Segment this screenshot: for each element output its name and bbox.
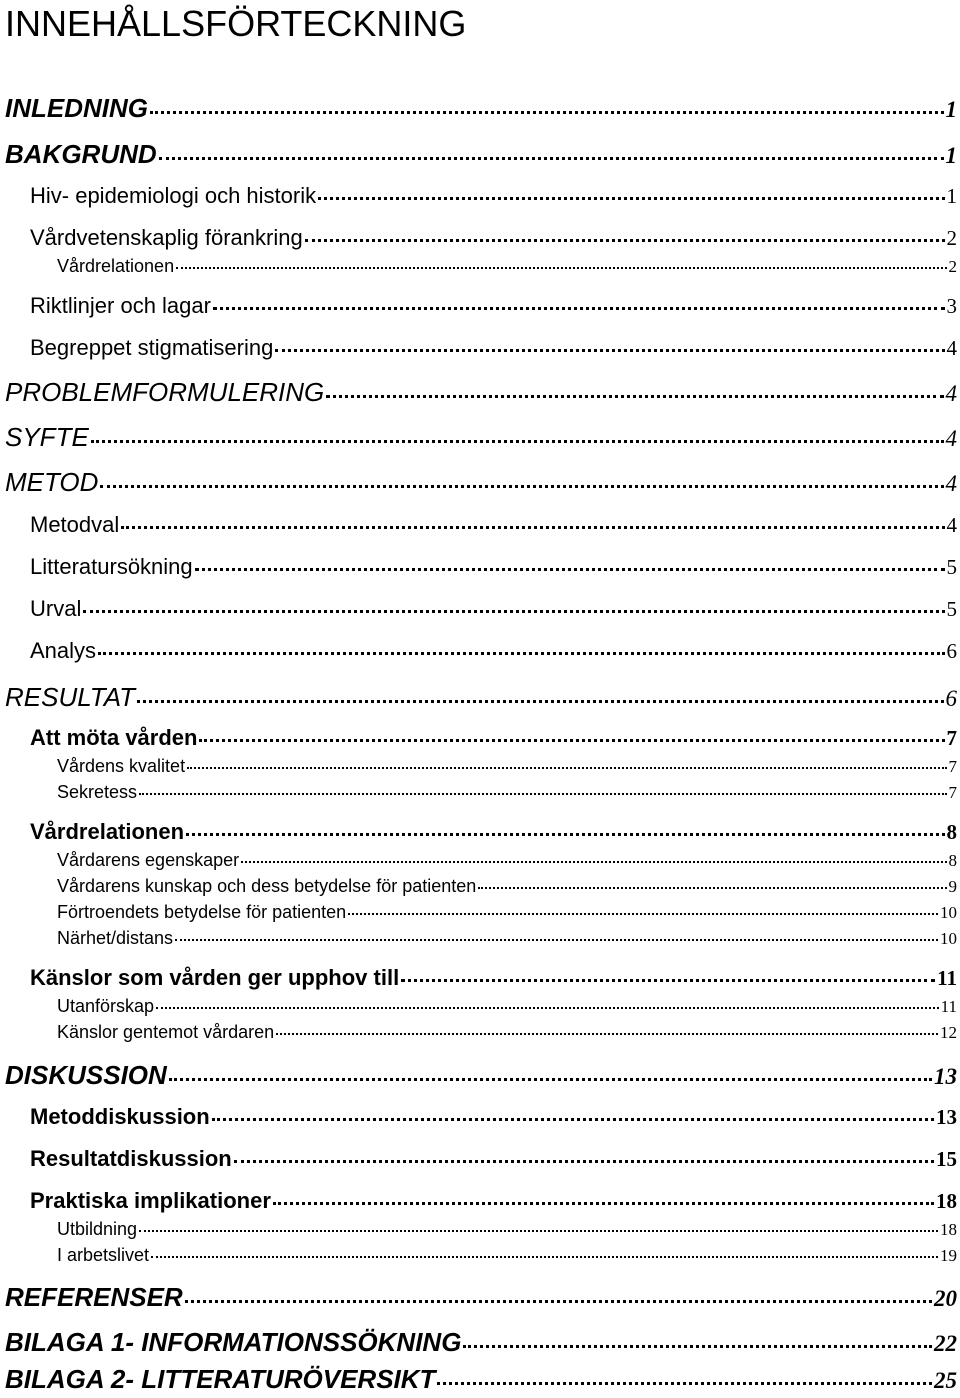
dot-leader: [91, 440, 944, 443]
toc-entry-label: Begreppet stigmatisering: [30, 335, 274, 360]
toc-entry-problemformulering[interactable]: [5, 375, 957, 409]
toc-entry-page: 22: [934, 1331, 957, 1356]
dot-leader: [151, 1256, 938, 1258]
toc-entry-kanslor-som-varden[interactable]: [30, 963, 957, 993]
dot-leader: [98, 652, 944, 655]
dot-leader: [175, 939, 938, 941]
toc-entry-vardrelationen[interactable]: [57, 254, 957, 278]
toc-entry-page: 11: [937, 966, 957, 990]
toc-entry-page: 4: [945, 471, 957, 496]
dot-leader: [305, 239, 945, 242]
toc-entry-label: Utbildning: [57, 1219, 138, 1239]
toc-entry-page: 10: [940, 903, 957, 922]
dot-leader: [463, 1345, 932, 1348]
toc-entry-label: METOD: [5, 467, 99, 497]
toc-entry-narhet-distans[interactable]: [57, 926, 957, 950]
toc-entry-bilaga-1[interactable]: [5, 1325, 957, 1359]
dot-leader: [185, 1300, 932, 1303]
toc-entry-label: Känslor gentemot vårdaren: [57, 1022, 275, 1042]
toc-entry-page: 7: [946, 726, 957, 750]
dot-leader: [150, 111, 944, 114]
toc-entry-page: 3: [946, 294, 957, 318]
toc-entry-label: RESULTAT: [5, 682, 136, 712]
dot-leader: [121, 526, 944, 529]
toc-entry-metoddiskussion[interactable]: [30, 1102, 957, 1132]
toc-entry-label: SYFTE: [5, 422, 89, 452]
toc-entry-label: DISKUSSION: [5, 1060, 167, 1090]
toc-entry-vardarens-kunskap[interactable]: [57, 874, 957, 898]
dot-leader: [139, 793, 946, 795]
toc-entry-page: 2: [946, 226, 957, 250]
toc-entry-label: Vårdvetenskaplig förankring: [30, 225, 303, 250]
toc-entry-resultat[interactable]: [5, 680, 957, 714]
toc-entry-label: Praktiska implikationer: [30, 1188, 271, 1213]
toc-entry-label: Utanförskap: [57, 996, 155, 1016]
toc-entry-label: Resultatdiskussion: [30, 1146, 232, 1171]
toc-entry-label: PROBLEMFORMULERING: [5, 377, 325, 407]
dot-leader: [273, 1202, 934, 1205]
toc-entry-page: 4: [945, 426, 957, 451]
toc-entry-metodval[interactable]: [30, 510, 957, 540]
dot-leader: [212, 1118, 934, 1121]
toc-entry-bakgrund[interactable]: [5, 137, 957, 171]
toc-entry-label: Att möta vården: [30, 725, 198, 750]
toc-entry-label: INLEDNING: [5, 93, 148, 123]
toc-entry-page: 4: [945, 381, 957, 406]
toc-entry-vardrelationen-2[interactable]: [30, 817, 957, 847]
toc-entry-metod[interactable]: [5, 465, 957, 499]
dot-leader: [186, 833, 944, 836]
toc-entry-analys[interactable]: [30, 636, 957, 666]
toc-entry-riktlinjer[interactable]: [30, 291, 957, 321]
toc-entry-page: 19: [940, 1246, 957, 1265]
toc-entry-syfte[interactable]: [5, 420, 957, 454]
dot-leader: [199, 739, 944, 742]
page-title: INNEHÅLLSFÖRTECKNING: [5, 3, 467, 44]
toc-entry-label: Vårdrelationen: [57, 256, 175, 276]
toc-entry-page: 12: [940, 1023, 957, 1042]
toc-entry-sekretess[interactable]: [57, 780, 957, 804]
toc-entry-page: 5: [946, 555, 957, 579]
toc-entry-fortroendets-betydelse[interactable]: [57, 900, 957, 924]
dot-leader: [348, 913, 938, 915]
toc-entry-label: REFERENSER: [5, 1282, 183, 1312]
dot-leader: [437, 1382, 932, 1385]
toc-entry-label: Sekretess: [57, 782, 138, 802]
toc-entry-page: 8: [946, 820, 957, 844]
dot-leader: [195, 568, 945, 571]
toc-entry-page: 15: [936, 1147, 957, 1171]
toc-entry-page: 7: [948, 783, 957, 802]
toc-entry-litteratursokning[interactable]: [30, 552, 957, 582]
toc-entry-label: Känslor som vården ger upphov till: [30, 965, 400, 990]
dot-leader: [318, 197, 944, 200]
toc-entry-label: Vårdarens egenskaper: [57, 850, 240, 870]
dot-leader: [478, 887, 946, 889]
toc-entry-page: 4: [946, 513, 957, 537]
toc-entry-label: Riktlinjer och lagar: [30, 293, 211, 318]
dot-leader: [234, 1160, 934, 1163]
toc-entry-page: 10: [940, 929, 957, 948]
toc-entry-page: 13: [934, 1064, 957, 1089]
toc-entry-page: 9: [948, 877, 957, 896]
toc-entry-page: 1: [945, 97, 957, 122]
toc-entry-stigmatisering[interactable]: [30, 333, 957, 363]
toc-entry-praktiska-implikationer[interactable]: [30, 1186, 957, 1216]
toc-entry-referenser[interactable]: [5, 1280, 957, 1314]
toc-entry-page: 1: [946, 184, 957, 208]
toc-entry-page: 11: [940, 997, 957, 1016]
toc-entry-hiv[interactable]: [30, 181, 957, 211]
toc-entry-page: 7: [948, 757, 957, 776]
toc-entry-label: Hiv- epidemiologi och historik: [30, 183, 317, 208]
toc-entry-page: 2: [948, 257, 957, 276]
dot-leader: [401, 979, 935, 982]
toc-entry-page: 25: [934, 1368, 957, 1393]
toc-entry-utanforskap[interactable]: [57, 994, 957, 1018]
toc-entry-bilaga-2[interactable]: [5, 1362, 957, 1396]
dot-leader: [241, 861, 946, 863]
toc-entry-label: Analys: [30, 638, 97, 663]
dot-leader: [139, 1230, 938, 1232]
toc-entry-label: Metodval: [30, 512, 120, 537]
dot-leader: [176, 267, 946, 269]
dot-leader: [100, 485, 943, 488]
dot-leader: [137, 700, 943, 703]
dot-leader: [326, 395, 943, 398]
dot-leader: [276, 1033, 938, 1035]
toc-entry-label: Vårdrelationen: [30, 819, 185, 844]
toc-entry-page: 18: [940, 1220, 957, 1239]
toc-entry-page: 13: [936, 1105, 957, 1129]
toc-entry-diskussion[interactable]: [5, 1058, 957, 1092]
toc-entry-page: 18: [936, 1189, 957, 1213]
dot-leader: [275, 349, 944, 352]
dot-leader: [159, 157, 944, 160]
toc-entry-label: BILAGA 1- INFORMATIONSSÖKNING: [5, 1327, 462, 1357]
toc-entry-utbildning[interactable]: [57, 1217, 957, 1241]
toc-entry-label: Metoddiskussion: [30, 1104, 210, 1129]
toc-entry-inledning[interactable]: [5, 91, 957, 125]
toc-entry-label: Litteratursökning: [30, 554, 193, 579]
toc-entry-vardens-kvalitet[interactable]: [57, 754, 957, 778]
toc-entry-label: I arbetslivet: [57, 1245, 150, 1265]
dot-leader: [169, 1078, 932, 1081]
toc-entry-label: Närhet/distans: [57, 928, 174, 948]
toc-entry-page: 1: [945, 143, 957, 168]
toc-entry-label: Förtroendets betydelse för patienten: [57, 902, 347, 922]
toc-entry-vardvetenskaplig[interactable]: [30, 223, 957, 253]
toc-entry-att-mota-varden[interactable]: [30, 723, 957, 753]
toc-entry-page: 6: [946, 639, 957, 663]
toc-entry-page: 20: [934, 1286, 957, 1311]
toc-entry-label: Vårdens kvalitet: [57, 756, 186, 776]
toc-entry-kanslor-gentemot[interactable]: [57, 1020, 957, 1044]
toc-entry-urval[interactable]: [30, 594, 957, 624]
toc-entry-label: BILAGA 2- LITTERATURÖVERSIKT: [5, 1364, 436, 1394]
toc-entry-vardarens-egenskaper[interactable]: [57, 848, 957, 872]
toc-entry-page: 5: [946, 597, 957, 621]
toc-entry-label: Urval: [30, 596, 82, 621]
dot-leader: [83, 610, 944, 613]
toc-entry-page: 4: [946, 336, 957, 360]
toc-entry-label: Vårdarens kunskap och dess betydelse för patienten: [57, 876, 477, 896]
dot-leader: [156, 1007, 939, 1009]
toc-entry-page: 8: [948, 851, 957, 870]
dot-leader: [213, 307, 945, 310]
toc-entry-i-arbetslivet[interactable]: [57, 1243, 957, 1267]
toc-entry-label: BAKGRUND: [5, 139, 157, 169]
dot-leader: [187, 767, 946, 769]
toc-entry-resultatdiskussion[interactable]: [30, 1144, 957, 1174]
toc-entry-page: 6: [945, 686, 957, 711]
